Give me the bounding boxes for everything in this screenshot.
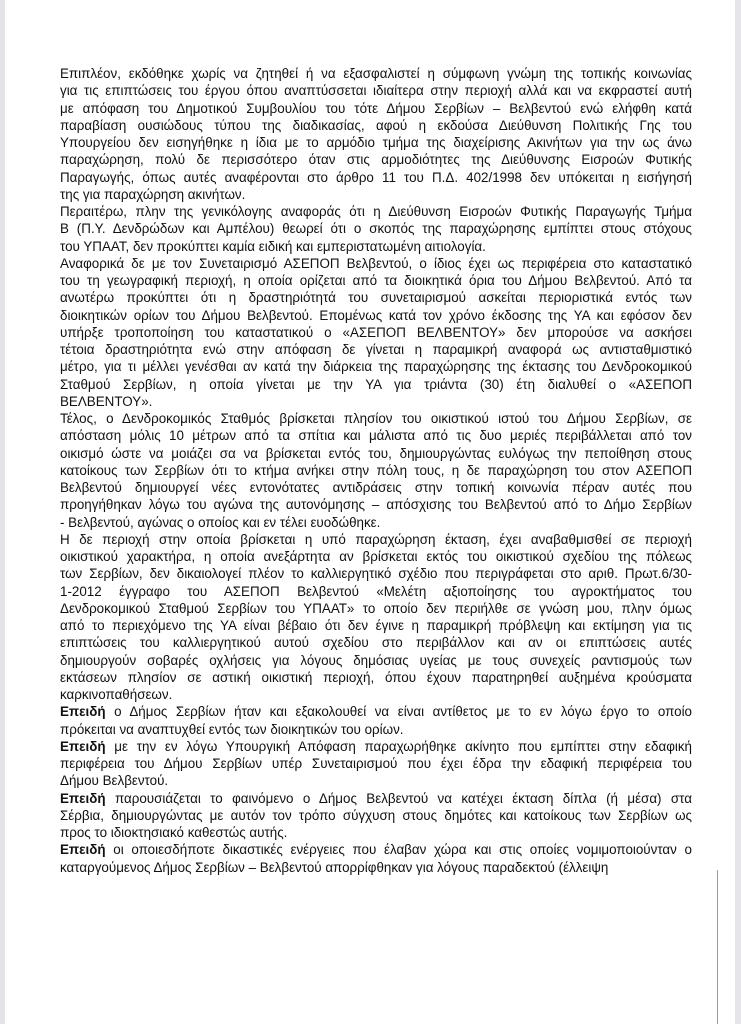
line-text: Υπουργείου δεν εισηγήθηκε η ίδια με το αρμόδιο τμήμα της διαχείρισης Ακινήτων για την ως άνω <box>60 135 692 150</box>
paragraph <box>60 410 692 531</box>
page-edge-line <box>717 870 718 1024</box>
paragraph <box>60 203 692 255</box>
text-line <box>60 100 692 117</box>
line-text: Αναφορικά δε με τον Συνεταιρισμό ΑΣΕΠΟΠ Βελβεντού, ο ίδιος έχει ως περιφέρεια στο καταστατικό <box>60 255 692 271</box>
line-text: Σταθμού Σερβίων, η οποία γίνεται με την ΥΑ για τριάντα (30) έτη διαλυθεί ο «ΑΣΕΠΟΠ <box>60 376 692 392</box>
line-text: 1-2012 έγγραφο του ΑΣΕΠΟΠ Βελβεντού «Μελέτη αξιοποίησης του αγροκτήματος του <box>60 583 692 599</box>
line-text: πρόκειται να αναπτυχθεί εντός των διοικητικών του ορίων. <box>60 721 404 737</box>
text-line <box>60 376 692 393</box>
line-text: εκτάσεων πλησίον σε αστική οικιστική περιοχή, όπου έχουν παρατηρηθεί αυξημένα κρούσματα <box>60 669 692 685</box>
line-text: Β (Π.Υ. Δενδρώδων και Αμπέλου) θεωρεί ότι ο σκοπός της παραχώρησης εμπίπτει στους στόχους <box>60 221 692 237</box>
text-line <box>60 393 692 410</box>
text-line <box>60 548 692 565</box>
line-text: με την εν λόγω Υπουργική Απόφαση παραχωρήθηκε ακίνητο που εμπίπτει στην εδαφική <box>105 738 692 754</box>
text-line <box>60 790 692 807</box>
text-line <box>60 583 692 600</box>
line-text: της για παραχώρηση ακινήτων. <box>60 186 246 202</box>
line-text: ανωτέρω προκύπτει ότι η δραστηριότητά του συνεταιρισμού ασκείται περιοριστικά εντός των <box>60 290 692 306</box>
line-text: ο Δήμος Σερβίων ήταν και εξακολουθεί να είναι αντίθετος με το εν λόγω έργο το οποίο <box>105 704 692 720</box>
text-line <box>60 721 692 738</box>
line-text: παρουσιάζεται το φαινόμενο ο Δήμος Βελβεντού να κατέχει έκταση δίπλα (ή μέσα) στα <box>105 790 692 806</box>
text-line <box>60 462 692 479</box>
text-line <box>60 203 692 220</box>
line-text: Σέρβια, δημιουργώντας με αυτόν τον τρόπο σύγχυση στους δημότες και κατοίκους των Σερβίων ως <box>60 807 692 823</box>
text-line <box>60 669 692 686</box>
line-text: μέτρο, για τι μέλλει γενέσθαι αν κατά την διάρκεια της παραχώρησης της έκτασης του Δενδροκομικού <box>60 359 692 375</box>
text-line <box>60 772 692 789</box>
text-line <box>60 65 692 82</box>
text-line <box>60 755 692 772</box>
line-text: παραβίαση ουσιώδους τύπου της διαδικασίας, αφού η εκδούσα Διεύθυνση Πολιτικής Γης του <box>60 117 692 133</box>
text-line <box>60 169 692 186</box>
text-line <box>60 324 692 341</box>
text-line <box>60 134 692 151</box>
whereas-paragraph <box>60 790 692 842</box>
line-text: Παραγωγής, όπως αυτές αναφέρονται στο άρθρο 11 του Π.Δ. 402/1998 δεν υπόκειται η εισήγησή <box>60 169 692 185</box>
line-text: καρκινοπαθήσεων. <box>60 687 173 702</box>
line-text: Τέλος, ο Δενδροκομικός Σταθμός βρίσκεται πλησίον του οικιστικού ιστού του Δήμου Σερβίων, σε <box>60 411 692 426</box>
text-line <box>60 151 692 168</box>
text-line <box>60 117 692 134</box>
text-line <box>60 220 692 237</box>
line-text: Βελβεντού δημιουργεί νέες εντονότατες αντιδράσεις στην τοπική κοινωνία πέραν αυτές που <box>60 480 692 495</box>
line-text: για τις επιπτώσεις του έργου όπου αναπτύσσεται ιδιαίτερα στην περιοχή αλλά και να εκφραστεί αυτή <box>60 83 692 99</box>
text-line <box>60 82 692 99</box>
text-line <box>60 531 692 548</box>
whereas-keyword: Επειδή <box>60 738 106 754</box>
line-text: με απόφαση του Δημοτικού Συμβουλίου του τότε Δήμου Σερβίων – Βελβεντού ενώ ελήφθη κατά <box>60 100 692 116</box>
scan-left-margin <box>0 0 5 1024</box>
text-line <box>60 807 692 824</box>
paragraph <box>60 255 692 410</box>
text-line <box>60 186 692 203</box>
text-line <box>60 255 692 272</box>
line-text: διοικητικών ορίων του Δήμου Βελβεντού. Επομένως κατά τον χρόνο έκδοσης της ΥΑ και εφόσον δεν <box>60 307 692 323</box>
text-line <box>60 617 692 634</box>
document-page <box>60 65 692 876</box>
line-text: του τη γεωγραφική περιοχή, η οποία ορίζεται από τα διοικητικά όρια του Δήμου Βελβεντού. Από τα <box>60 273 692 288</box>
text-line <box>60 289 692 306</box>
whereas-keyword: Επειδή <box>60 790 106 806</box>
line-text: οικισμό ώστε να μοιάζει σα να βρίσκεται εντός του, δημιουργώντας ευλόγως την πεποίθηση στους <box>60 445 692 461</box>
text-line <box>60 307 692 324</box>
line-text: δημιουργούν σοβαρές οχλήσεις για λόγους δημόσιας υγείας με τους συνεχείς ραντισμούς των <box>60 652 692 668</box>
text-line <box>60 824 692 841</box>
text-line <box>60 445 692 462</box>
text-line <box>60 703 692 720</box>
whereas-paragraph <box>60 738 692 790</box>
text-line <box>60 686 692 703</box>
text-line <box>60 238 692 255</box>
whereas-paragraph <box>60 841 692 876</box>
line-text: περιφέρεια του Δήμου Σερβίων υπέρ Συνεταιρισμού που έχει έδρα την εδαφική περιφέρεια του <box>60 756 692 771</box>
line-text: του ΥΠΑΑΤ, δεν προκύπτει καμία ειδική και εμπεριστατωμένη αιτιολογία. <box>60 238 486 254</box>
line-text: παραχώρηση, πολύ δε περισσότερο όταν στις αρμοδιότητες της Διεύθυνσης Εισροών Φυτικής <box>60 152 692 168</box>
line-text: Δενδροκομικού Σταθμού Σερβίων του ΥΠΑΑΤ» το οποίο δεν περιήλθε σε γνώση μου, πλην όμως <box>60 600 692 616</box>
line-text: από το περιεχόμενο της ΥΑ είναι βέβαιο ότι δεν έγινε η παραμικρή πρόβλεψη και εκτίμηση για τις <box>60 618 692 633</box>
paragraph <box>60 65 692 203</box>
line-text: ΒΕΛΒΕΝΤΟΥ». <box>60 393 153 409</box>
text-line <box>60 600 692 617</box>
text-line <box>60 410 692 427</box>
text-line <box>60 496 692 513</box>
whereas-paragraph <box>60 703 692 738</box>
line-text: επιπτώσεις του καλλιεργητικού αυτού σχεδίου στο περιβάλλον και αν οι επιπτώσεις αυτές <box>60 635 692 651</box>
text-line <box>60 272 692 289</box>
line-text: υπήρξε τροποποίηση του καταστατικού ο «ΑΣΕΠΟΠ ΒΕΛΒΕΝΤΟΥ» δεν μπορούσε να ασκήσει <box>60 324 692 340</box>
line-text: Η δε περιοχή στην οποία βρίσκεται η υπό παραχώρηση έκταση, έχει αναβαθμισθεί σε περιοχή <box>60 531 692 547</box>
text-line <box>60 634 692 651</box>
whereas-keyword: Επειδή <box>60 704 106 720</box>
line-text: καταργούμενος Δήμος Σερβίων – Βελβεντού απορρίφθηκαν για λόγους παραδεκτού (έλλειψη <box>60 859 609 875</box>
line-text: Επιπλέον, εκδόθηκε χωρίς να ζητηθεί ή να εξασφαλιστεί η σύμφωνη γνώμη της τοπικής κοινωνίας <box>60 66 692 81</box>
line-text: οι οποιεσδήποτε δικαστικές ενέργειες που έλαβαν χώρα και στις οποίες νομιμοποιούνταν ο <box>105 842 692 858</box>
text-line <box>60 652 692 669</box>
paragraph <box>60 531 692 704</box>
text-line <box>60 859 692 876</box>
line-text: τέτοια δραστηριότητα ενώ στην απόφαση δε γίνεται η παραμικρή αναφορά ως αντισταθμιστικό <box>60 342 692 357</box>
text-line <box>60 841 692 858</box>
text-line <box>60 427 692 444</box>
line-text: κατοίκους των Σερβίων ότι το κτήμα ανήκει στην πόλη τους, η δε παραχώρηση του στον ΑΣΕΠΟΠ <box>60 462 692 478</box>
text-line <box>60 514 692 531</box>
text-line <box>60 358 692 375</box>
line-text: προς το ιδιοκτησιακό καθεστώς αυτής. <box>60 825 288 840</box>
text-line <box>60 565 692 582</box>
text-line <box>60 738 692 755</box>
line-text: Δήμου Βελβεντού. <box>60 773 169 789</box>
line-text: των Σερβίων, δεν δικαιολογεί πλέον το καλλιεργητικό σχέδιο που περιγράφεται στο αριθ. Πρωτ.6/30- <box>60 566 692 582</box>
whereas-keyword: Επειδή <box>60 842 106 858</box>
line-text: απόσταση μόλις 10 μέτρων από τα σπίτια και μάλιστα από τις δυο μεριές περιβάλλεται από τον <box>60 428 692 444</box>
line-text: οικιστικού χαρακτήρα, η οποία ανεξάρτητα αν βρίσκεται εκτός του οικιστικού σχεδίου της πόλεως <box>60 549 692 564</box>
text-line <box>60 341 692 358</box>
text-line <box>60 479 692 496</box>
line-text: Περαιτέρω, πλην της γενικόλογης αναφοράς ότι η Διεύθυνση Εισροών Φυτικής Παραγωγής Τμήμα <box>60 204 692 219</box>
line-text: - Βελβεντού, αγώνας ο οποίος και εν τέλει ευοδώθηκε. <box>60 514 381 530</box>
scan-right-margin <box>735 0 741 1024</box>
line-text: προηγήθηκαν λόγω του αγώνα της αυτονόμησης – απόσχισης του Βελβεντού από το Δήμο Σερβίων <box>60 497 692 513</box>
